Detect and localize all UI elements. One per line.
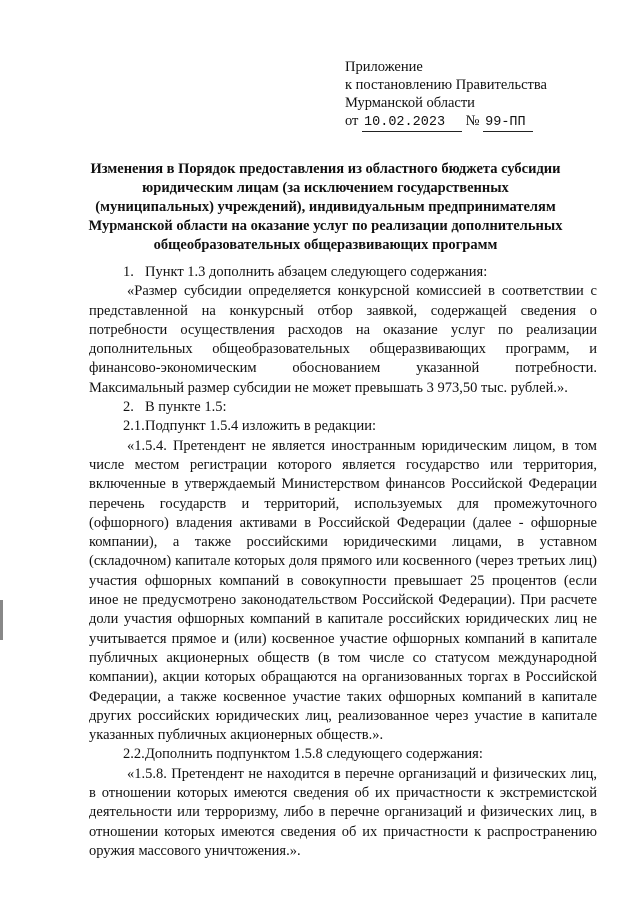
quote-paragraph-3: «1.5.8. Претендент не находится в перечне организаций и физических лиц, в отношении которых имеются сведения об их причастности к экстремистской деятельности или терроризму, либо в перечне организаций и физических лиц, в отношении которых имеются сведения об их причастности к распространению оружия массового уничтожения.».	[89, 765, 597, 859]
title-line: Мурманской области на оказание услуг по реализации дополнительных	[88, 218, 563, 234]
list-item-1	[89, 263, 597, 282]
document-body	[89, 263, 597, 861]
number-prefix: №	[465, 113, 480, 129]
item-number: 1.	[123, 264, 134, 280]
list-item-2-2	[89, 745, 597, 764]
quote-paragraph-2: «1.5.4. Претендент не является иностранным юридическим лицом, в том числе местом регистрации которого является государство или территория, включенные в утверждаемый Министерством финансов Российской Федерации перечень государств и территорий, используемых для промежуточного (офшорного) владения активами в Российской Федерации (далее - офшорные компании), а также российскими юридическими лицами, в уставном (складочном) капитале которых доля прямого или косвенного (через третьих лиц) участия офшорных компаний в совокупности превышает 25 процентов (если иное не предусмотрено законодательством Российской Федерации). При расчете доли участия офшорных компаний в капитале российских юридических лиц не учитывается прямое и (или) косвенное участие офшорных компаний в капитале публичных акционерных обществ (в том числе со статусом международной компании), акции которых обращаются на организованных торгах в Российской Федерации, а также косвенное участие таких офшорных компаний в капитале других российских юридических лиц, реализованное через участие в капитале указанных публичных акционерных обществ.».	[89, 437, 597, 744]
quote-paragraph-1: «Размер субсидии определяется конкурсной комиссией в соответствии с представленной на конкурсный отбор заявкой, содержащей сведения о потребности осуществления расходов на оказание услуг по реализации дополнительных общеобразовательных общеразвивающих программ, и финансово-экономическим обоснованием указанной потребности. Максимальный размер субсидии не может превышать 3 973,50 тыс. рублей.».	[89, 283, 597, 396]
appendix-region-line: Мурманской области	[345, 95, 475, 111]
item-number: 2.1.	[123, 418, 145, 435]
title-line: Изменения в Порядок предоставления из областного бюджета субсидии	[90, 161, 561, 177]
list-item-2	[89, 398, 597, 417]
item-text: Подпункт 1.5.4 изложить в редакции:	[145, 418, 376, 435]
title-line: юридическим лицам (за исключением государственных	[142, 180, 509, 196]
item-number: 2.2.	[123, 746, 145, 763]
title-line: общеобразовательных общеразвивающих программ	[153, 237, 498, 253]
number-field: 99-ПП	[483, 115, 533, 132]
scan-edge-mark	[0, 600, 3, 640]
item-text: Пункт 1.3 дополнить абзацем следующего содержания:	[145, 264, 488, 280]
item-text: Дополнить подпунктом 1.5.8 следующего содержания:	[145, 746, 483, 763]
document-title	[78, 160, 573, 255]
item-text: В пункте 1.5:	[145, 399, 227, 416]
appendix-decree-line: к постановлению Правительства	[345, 77, 547, 93]
appendix-label: Приложение	[345, 59, 423, 75]
item-number: 2.	[123, 399, 134, 416]
date-prefix: от	[345, 113, 359, 129]
list-item-2-1	[89, 417, 597, 436]
appendix-block	[345, 58, 605, 132]
appendix-date-number-line	[345, 112, 605, 132]
date-field: 10.02.2023	[362, 115, 462, 132]
title-line: (муниципальных) учреждений), индивидуальным предпринимателям	[95, 199, 556, 215]
